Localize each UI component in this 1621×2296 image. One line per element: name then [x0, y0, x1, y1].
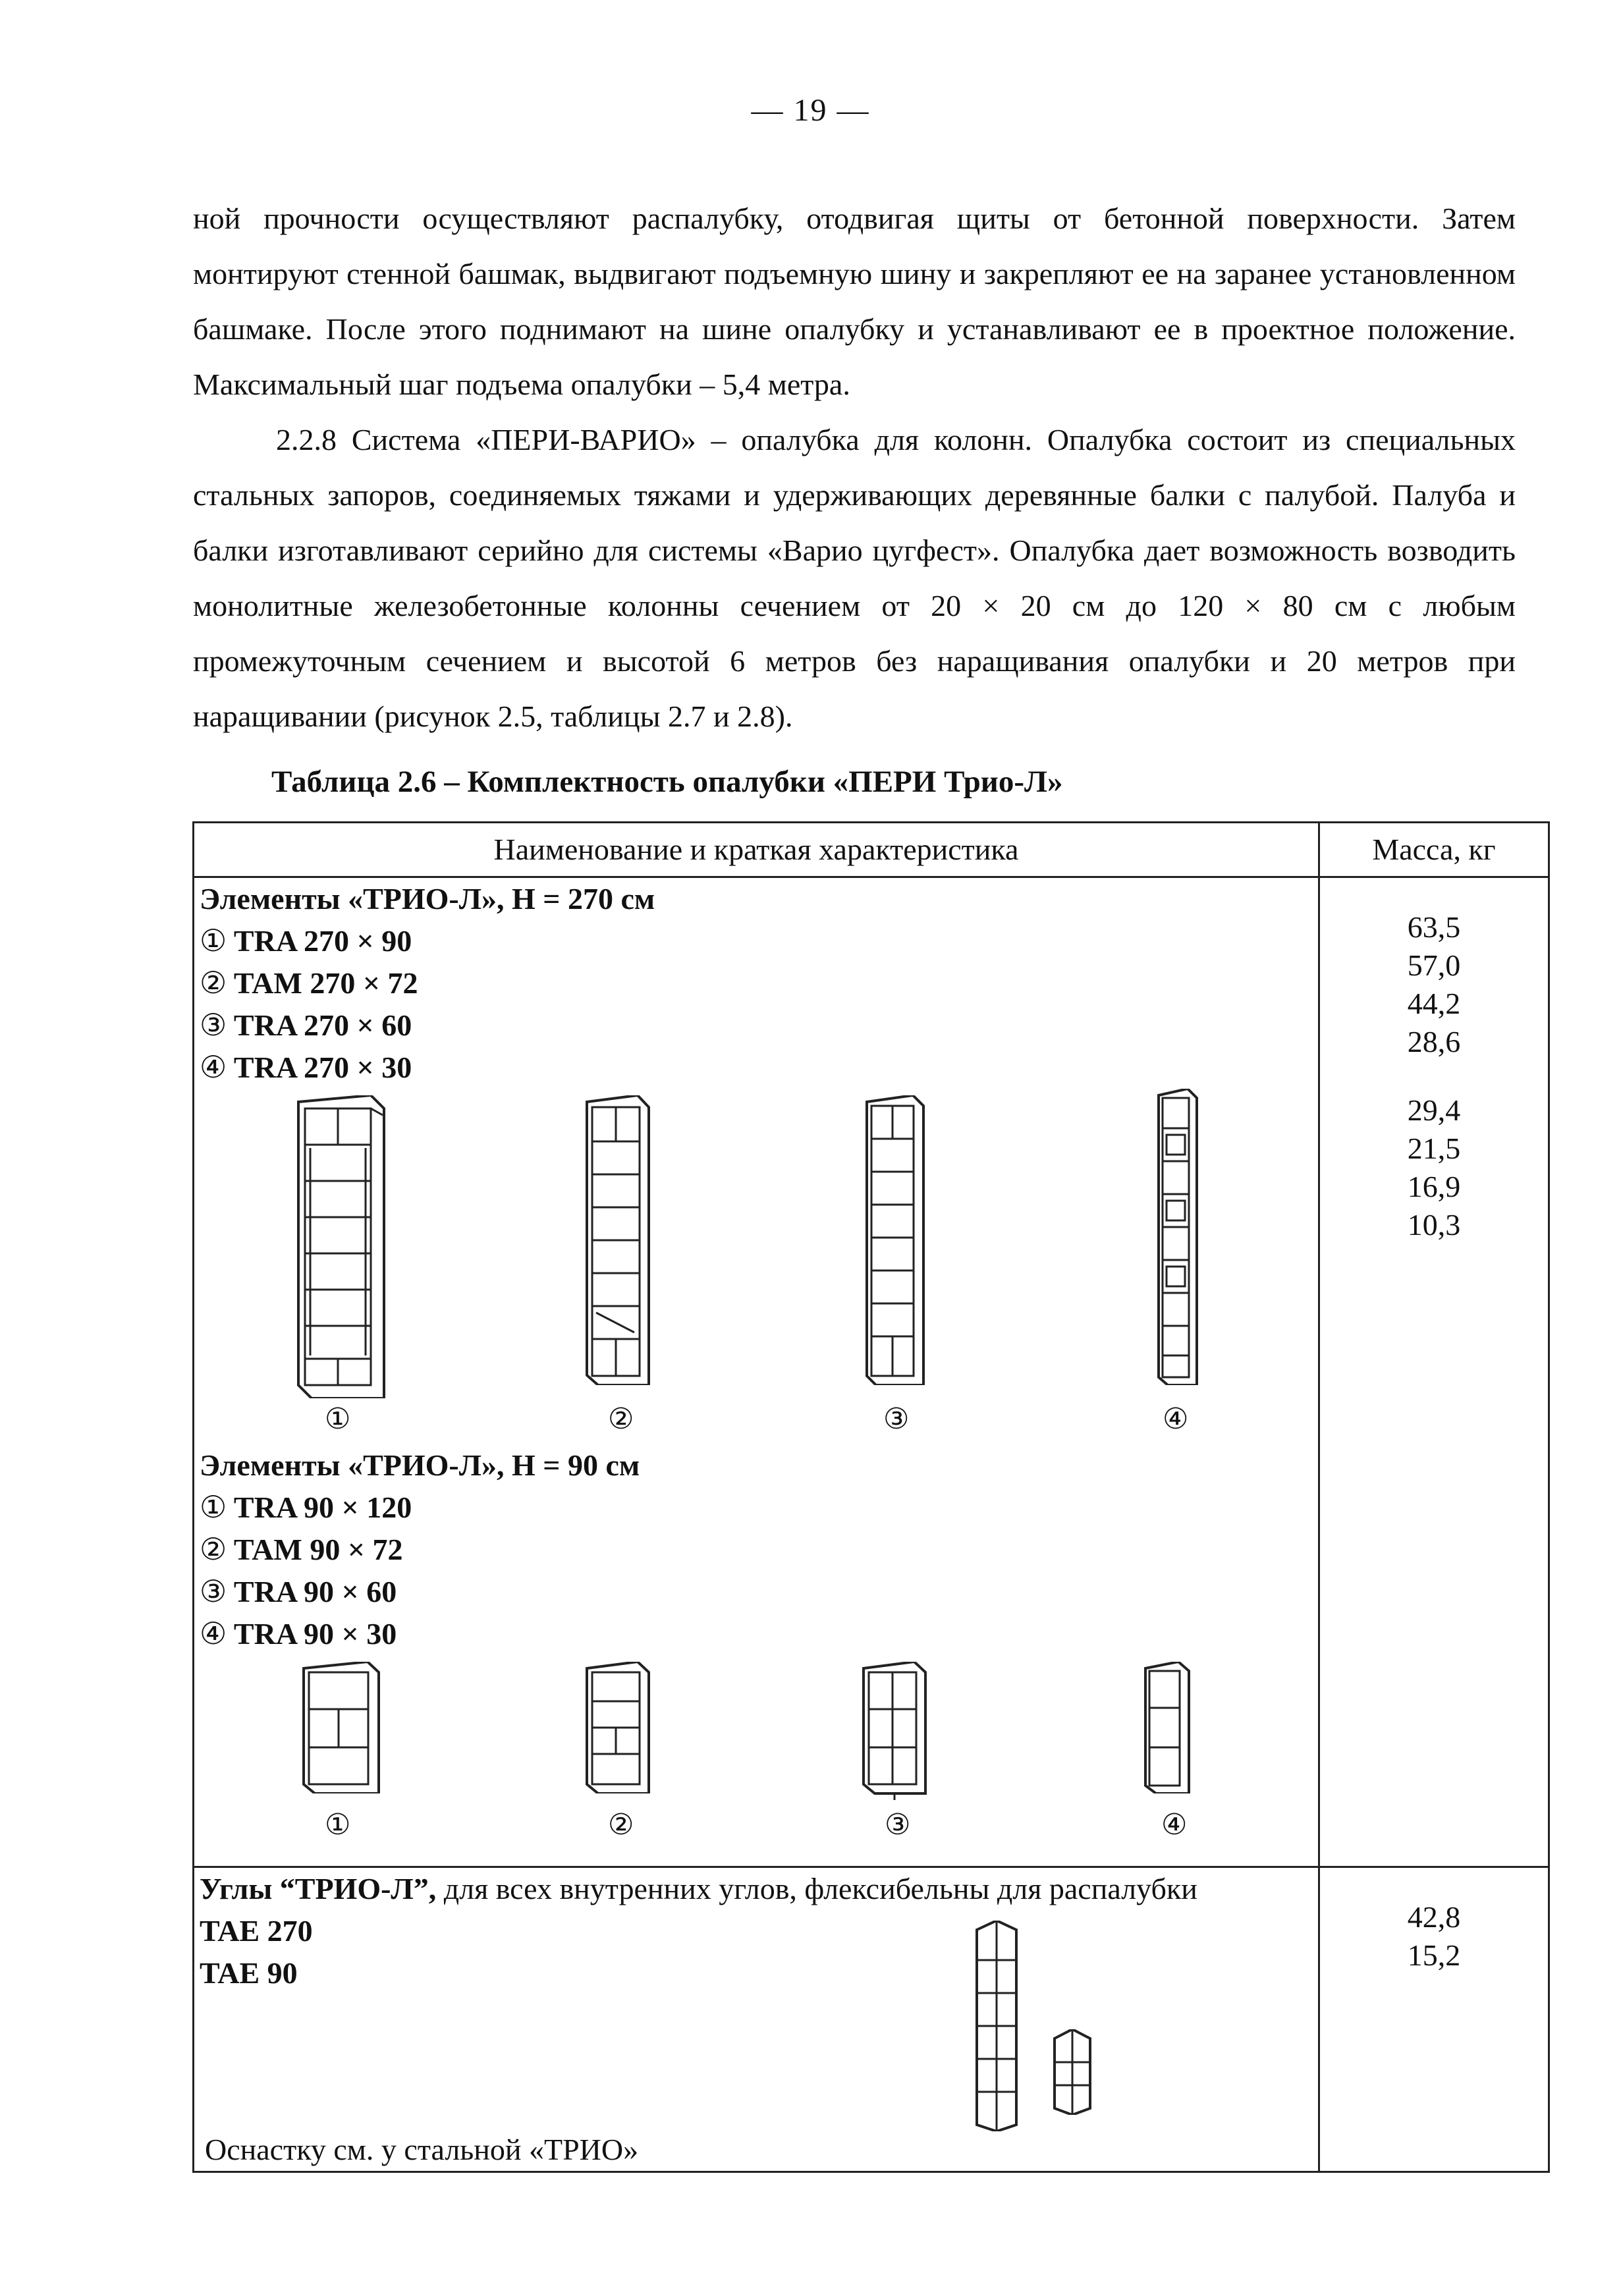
table-header-row [194, 823, 1549, 877]
figure-label: ① [325, 1809, 351, 1841]
panel-figure-4 [1141, 1662, 1194, 1793]
section-title: Углы “ТРИО-Л”, для всех внутренних углов, флексибельны для распалубки [200, 1872, 1197, 1905]
table-row-section-270 [194, 877, 1549, 1867]
page-number: — 19 — [751, 93, 870, 128]
list-item: ② TAM 270 × 72 [200, 966, 418, 1000]
paragraph-text: ной прочности осуществляют распалубку, отодвигая щиты от бетонной поверхности. Затем монтируют стенной башмак, выдвигают подъемную шину и закрепляют ее на заранее установленном башмаке. После этого поднимают на шине опалубку и устанавливают ее в проектное положение. Максимальный шаг подъема опалубки – 5,4 метра. [193, 202, 1516, 401]
masses-corners [1320, 1868, 1548, 1975]
mass-value: 29,4 [1407, 1093, 1461, 1127]
panel-figure-1 [298, 1662, 384, 1793]
corners-cell [194, 1867, 1319, 2172]
panel-figure-1 [292, 1095, 391, 1398]
header-name: Наименование и краткая характеристика [194, 823, 1319, 877]
mass-value: 10,3 [1407, 1208, 1461, 1242]
mass-value: 57,0 [1407, 948, 1461, 982]
list-item: ④ TRA 270 × 30 [200, 1051, 412, 1084]
formwork-table [192, 821, 1550, 2173]
masses-cell [1319, 877, 1549, 1867]
masses-90 [1320, 1061, 1548, 1244]
mass-value: 44,2 [1407, 987, 1461, 1020]
mass-value: 42,8 [1407, 1900, 1461, 1934]
paragraph-continuation [193, 191, 1516, 412]
figure-label: ① [325, 1403, 351, 1435]
list-item: ③ TRA 270 × 60 [200, 1008, 412, 1042]
figure-row-270 [200, 1089, 1313, 1444]
panel-figure-3 [858, 1662, 931, 1800]
footnote-text: Оснастку см. у стальной «ТРИО» [205, 2133, 639, 2166]
corner-figure-tae-90 [1049, 2029, 1095, 2126]
list-item: TAE 270 [200, 1914, 313, 1948]
section-270-cell [194, 877, 1319, 1867]
mass-value: 63,5 [1407, 910, 1461, 944]
list-item: ① TRA 270 × 90 [200, 924, 412, 958]
mass-value: 16,9 [1407, 1170, 1461, 1203]
section-title: Элементы «ТРИО-Л», Н = 90 см [200, 1448, 640, 1482]
list-item: ③ TRA 90 × 60 [200, 1575, 397, 1608]
panel-figure-2 [582, 1662, 654, 1793]
figure-row-90 [200, 1655, 1313, 1866]
table-caption: Таблица 2.6 – Комплектность опалубки «ПЕРИ Трио-Л» [271, 765, 1063, 799]
panel-figure-3 [862, 1095, 927, 1385]
mass-value: 15,2 [1407, 1938, 1461, 1972]
panel-figure-2 [582, 1095, 654, 1385]
masses-270 [1320, 878, 1548, 1061]
list-item: TAE 90 [200, 1956, 298, 1990]
header-mass: Масса, кг [1319, 823, 1549, 877]
paragraph-section-2-2-8 [193, 412, 1516, 744]
corner-figure-tae-270 [970, 1921, 1023, 2143]
figure-label: ② [608, 1403, 634, 1435]
section-title: Элементы «ТРИО-Л», Н = 270 см [200, 882, 655, 916]
table-row-corners [194, 1867, 1549, 2172]
mass-value: 28,6 [1407, 1025, 1461, 1058]
figure-label: ③ [883, 1403, 910, 1435]
corner-block [200, 1868, 1313, 2171]
panel-figure-4 [1155, 1089, 1201, 1385]
figure-label: ② [608, 1809, 634, 1841]
mass-value: 21,5 [1407, 1132, 1461, 1165]
figure-label: ④ [1163, 1403, 1189, 1435]
figure-label: ④ [1161, 1809, 1188, 1841]
figure-label: ③ [885, 1809, 911, 1841]
corner-masses-cell [1319, 1867, 1549, 2172]
paragraph-text: 2.2.8 Система «ПЕРИ-ВАРИО» – опалубка для колонн. Опалубка состоит из специальных стальных запоров, соединяемых тяжами и удерживающих деревянные балки с палубой. Палуба и балки изготавливают серийно для системы «Варио цугфест». Опалубка дает возможность возводить монолитные железобетонные колонны сечением от 20 × 20 см до 120 × 80 см с любым промежуточным сечением и высотой 6 метров без наращивания опалубки и 20 метров при наращивании (рисунок 2.5, таблицы 2.7 и 2.8). [193, 423, 1516, 733]
list-item: ① TRA 90 × 120 [200, 1490, 412, 1524]
list-item: ④ TRA 90 × 30 [200, 1617, 397, 1651]
list-item: ② TAM 90 × 72 [200, 1533, 403, 1566]
